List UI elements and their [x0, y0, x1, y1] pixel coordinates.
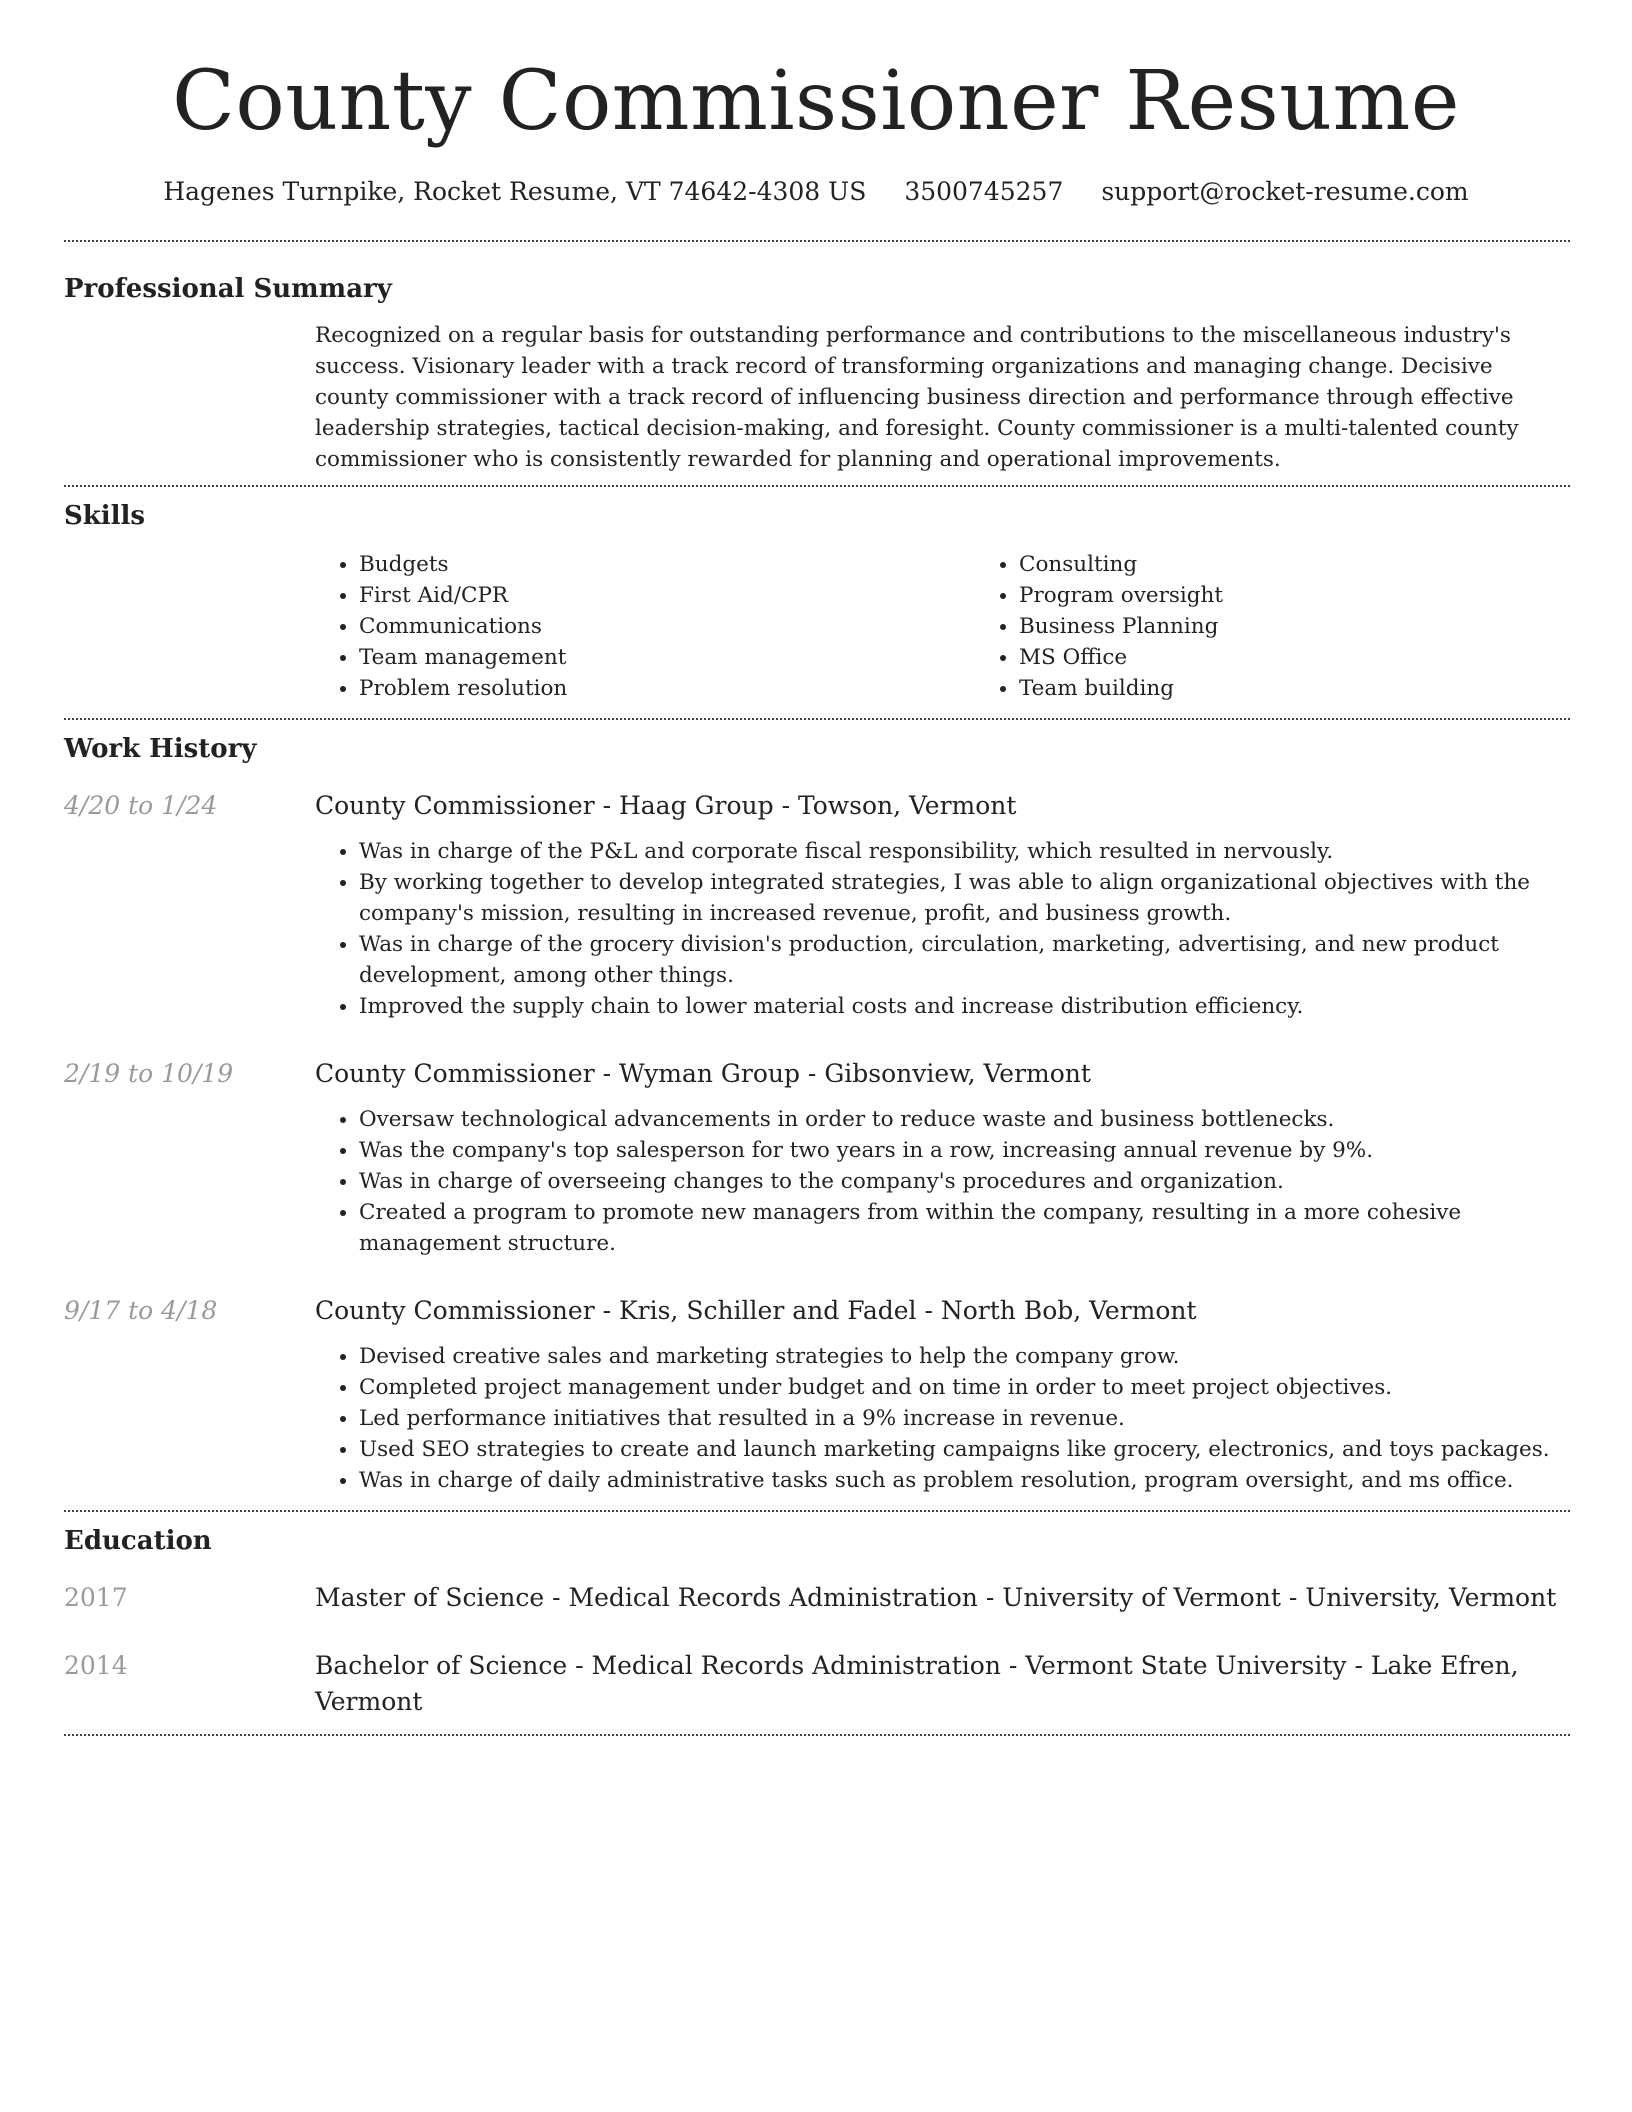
education-section: [64, 1512, 1570, 1734]
job-dates: 9/17 to 4/18: [64, 1296, 218, 1325]
job-entry: [64, 1293, 1570, 1496]
education-title: Bachelor of Science - Medical Records Administration - Vermont State University - Lake Efren, Vermont: [315, 1651, 1519, 1716]
skill-item: • Consulting: [1019, 549, 1570, 580]
job-header: [64, 788, 1570, 824]
job-bullet: • Was in charge of the grocery division's production, circulation, marketing, advertising, and new product development, among other things.: [359, 929, 1570, 991]
skill-item: • MS Office: [1019, 642, 1570, 673]
job-bullet: • Was the company's top salesperson for two years in a row, increasing annual revenue by 9%.: [359, 1135, 1570, 1166]
contact-line: [0, 176, 1632, 208]
contact-phone: 3500745257: [904, 177, 1064, 206]
job-dates: 2/19 to 10/19: [64, 1059, 234, 1088]
job-bullet: • Oversaw technological advancements in order to reduce waste and business bottlenecks.: [359, 1104, 1570, 1135]
skill-item: • Business Planning: [1019, 611, 1570, 642]
job-entry: [64, 788, 1570, 1022]
skill-item: • Program oversight: [1019, 580, 1570, 611]
skills-grid: [315, 549, 1570, 704]
skill-item: • Team management: [359, 642, 975, 673]
education-year: 2017: [64, 1583, 128, 1612]
job-bullet: • Was in charge of daily administrative tasks such as problem resolution, program oversight, and ms office.: [359, 1465, 1570, 1496]
resume-header: [0, 0, 1632, 208]
job-bullets-wrap: [315, 1104, 1570, 1259]
contact-email: support@rocket-resume.com: [1101, 177, 1469, 206]
skill-item: • First Aid/CPR: [359, 580, 975, 611]
education-heading: Education: [64, 1526, 212, 1556]
education-entry: [64, 1648, 1570, 1720]
job-bullet: • Completed project management under budget and on time in order to meet project objectives.: [359, 1372, 1570, 1403]
job-title: County Commissioner - Haag Group - Towson, Vermont: [315, 791, 1017, 820]
resume-body: [64, 240, 1570, 1736]
job-bullet: • Improved the supply chain to lower material costs and increase distribution efficiency.: [359, 991, 1570, 1022]
job-bullets-wrap: [315, 1341, 1570, 1496]
section-divider: [64, 1734, 1570, 1736]
job-bullet: • Created a program to promote new managers from within the company, resulting in a more cohesive management structure.: [359, 1197, 1570, 1259]
job-title: County Commissioner - Wyman Group - Gibsonview, Vermont: [315, 1059, 1091, 1088]
job-header: [64, 1293, 1570, 1329]
job-bullet: • Used SEO strategies to create and launch marketing campaigns like grocery, electronics, and toys packages.: [359, 1434, 1570, 1465]
skills-heading: Skills: [64, 501, 146, 531]
job-bullets: [315, 836, 1570, 1022]
job-bullets-wrap: [315, 836, 1570, 1022]
job-bullet: • Led performance initiatives that resulted in a 9% increase in revenue.: [359, 1403, 1570, 1434]
skill-item: • Problem resolution: [359, 673, 975, 704]
job-title: County Commissioner - Kris, Schiller and Fadel - North Bob, Vermont: [315, 1296, 1197, 1325]
skill-item: • Team building: [1019, 673, 1570, 704]
job-bullet: • Was in charge of the P&L and corporate fiscal responsibility, which resulted in nervously.: [359, 836, 1570, 867]
job-bullet: • Was in charge of overseeing changes to the company's procedures and organization.: [359, 1166, 1570, 1197]
job-bullets: [315, 1104, 1570, 1259]
skill-item: • Budgets: [359, 549, 975, 580]
skills-section: [64, 487, 1570, 718]
skills-list-left: [315, 549, 975, 704]
skill-item: • Communications: [359, 611, 975, 642]
summary-section: [64, 242, 1570, 485]
job-bullets: [315, 1341, 1570, 1496]
job-bullet: • By working together to develop integrated strategies, I was able to align organizational objectives with the company's mission, resulting in increased revenue, profit, and business growth.: [359, 867, 1570, 929]
job-entry: [64, 1056, 1570, 1259]
education-title: Master of Science - Medical Records Administration - University of Vermont - University, Vermont: [315, 1583, 1557, 1612]
work-history-section: [64, 720, 1570, 1496]
summary-text: Recognized on a regular basis for outstanding performance and contributions to the miscellaneous industry's success. Visionary leader with a track record of transforming organizations and managing change. Decisive county commissioner with a track record of influencing business direction and performance through effective leadership strategies, tactical decision-making, and foresight. County commissioner is a multi-talented county commissioner who is consistently rewarded for planning and operational improvements.: [315, 323, 1519, 472]
contact-address: Hagenes Turnpike, Rocket Resume, VT 74642-4308 US: [163, 177, 867, 206]
job-header: [64, 1056, 1570, 1092]
education-year: 2014: [64, 1651, 128, 1680]
resume-title: County Commissioner Resume: [172, 54, 1460, 149]
summary-heading: Professional Summary: [64, 274, 392, 304]
education-entry: [64, 1580, 1570, 1616]
job-bullet: • Devised creative sales and marketing strategies to help the company grow.: [359, 1341, 1570, 1372]
skills-list-right: [975, 549, 1570, 704]
job-dates: 4/20 to 1/24: [64, 791, 218, 820]
skills-body: [315, 549, 1570, 704]
work-history-heading: Work History: [64, 734, 257, 764]
